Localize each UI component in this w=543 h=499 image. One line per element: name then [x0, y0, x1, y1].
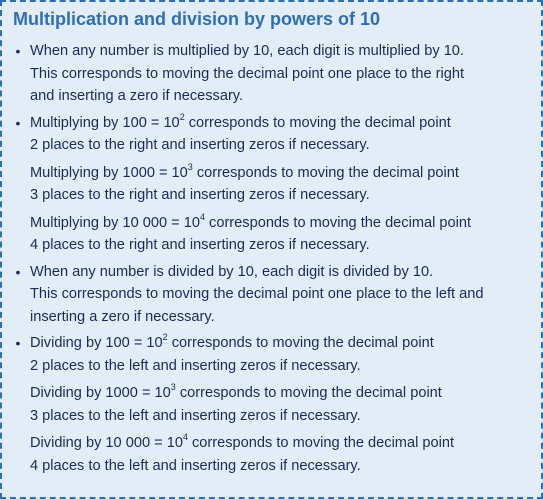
rule-divide-by-10000 — [13, 432, 531, 477]
rule-line: 3 places to the left and inserting zeros if necessary. — [30, 407, 361, 424]
bullet-icon: • — [15, 43, 21, 59]
rule-line: 2 places to the right and inserting zeros if necessary. — [30, 137, 370, 153]
rule-line: When any number is multiplied by 10, each digit is multiplied by 10. — [30, 43, 464, 59]
rule-line: 4 places to the left and inserting zeros if necessary. — [30, 457, 361, 474]
rule-multiply-by-100 — [13, 112, 531, 157]
rule-line: This corresponds to moving the decimal point one place to the left and — [30, 286, 484, 302]
bullet-icon: • — [15, 114, 21, 131]
bullet-icon: • — [15, 335, 21, 351]
rule-multiply-by-1000 — [13, 162, 531, 207]
rule-line: and inserting a zero if necessary. — [30, 88, 244, 104]
exponent: 4 — [182, 432, 188, 443]
rule-line: Dividing by 10 $000 = 10^4$ corresponds to moving the decimal point — [30, 432, 455, 451]
rule-line: Multiplying by $100 = 10^2$ corresponds to moving the decimal point — [30, 111, 451, 131]
rule-line: Dividing by $100 = 10^2$ corresponds to moving the decimal point — [30, 332, 434, 351]
rule-multiply-by-10000 — [13, 212, 531, 257]
exponent: 3 — [187, 161, 193, 172]
exponent: 2 — [179, 111, 185, 122]
rule-divide-by-10 — [13, 261, 531, 329]
rule-line: inserting a zero if necessary. — [30, 308, 215, 325]
rule-multiply-by-10 — [13, 40, 531, 108]
rule-line: 4 places to the right and inserting zeros if necessary. — [30, 237, 370, 253]
rule-line: 2 places to the left and inserting zeros if necessary. — [30, 357, 361, 374]
rule-divide-by-1000 — [13, 382, 531, 427]
exponent: 2 — [162, 332, 168, 343]
box-title: Multiplication and division by powers of 10 — [13, 9, 381, 29]
exponent: 4 — [199, 211, 205, 222]
bullet-icon: • — [15, 263, 21, 280]
rule-line: When any number is divided by 10, each digit is divided by 10. — [30, 263, 434, 280]
exponent: 3 — [170, 382, 176, 393]
rule-line: Multiplying by $1000 = 10^3$ corresponds to moving the decimal point — [30, 161, 459, 181]
rule-line: Multiplying by 10 $000 = 10^4$ corresponds to moving the decimal point — [30, 211, 472, 231]
rule-line: 3 places to the right and inserting zeros if necessary. — [30, 187, 370, 203]
rule-line: This corresponds to moving the decimal point one place to the right — [30, 65, 465, 82]
rule-line: Dividing by $1000 = 10^3$ corresponds to moving the decimal point — [30, 382, 442, 401]
rule-divide-by-100 — [13, 332, 531, 377]
